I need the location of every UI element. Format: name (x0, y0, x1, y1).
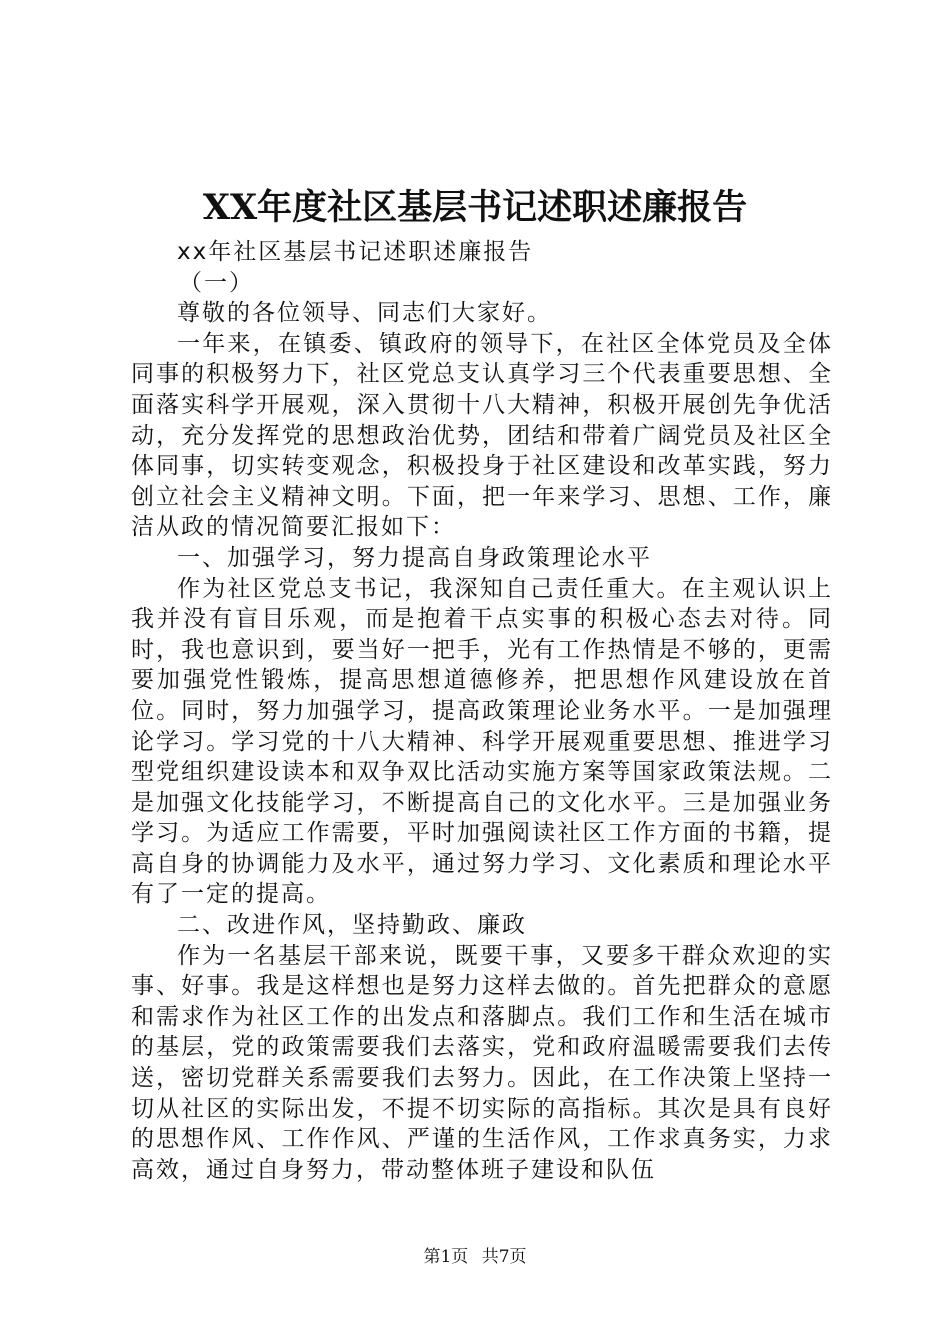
document-title: XX年度社区基层书记述职述廉报告 (202, 187, 748, 228)
section-1-paragraph: 作为社区党总支书记，我深知自己责任重大。在主观认识上我并没有盲目乐观，而是抱着干点实事的积极心态去对待。同时，我也意识到，要当好一把手，光有工作热情是不够的，更需要加强党性锻炼，提高思想道德修养，把思想作风建设放在首位。同时，努力加强学习，提高政策理论业务水平。一是加强理论学习。学习党的十八大精神、科学开展观重要思想、推进学习型党组织建设读本和双争双比活动实施方案等国家政策法规。二是加强文化技能学习，不断提高自己的文化水平。三是加强业务学习。为适应工作需要，平时加强阅读社区工作方面的书籍，提高自身的协调能力及水平，通过努力学习、文化素质和理论水平有了一定的提高。 (131, 575, 833, 908)
page-number: 第1页 (423, 1247, 469, 1267)
section-2-paragraph: 作为一名基层干部来说，既要干事，又要多干群众欢迎的实事、好事。我是这样想也是努力这样去做的。首先把群众的意愿和需求作为社区工作的出发点和落脚点。我们工作和生活在城市的基层，党的政策需要我们去落实，党和政府温暖需要我们去传送，密切党群关系需要我们去努力。因此，在工作决策上坚持一切从社区的实际出发，不提不切实际的高指标。其次是具有良好的思想作风、工作作风、严谨的生活作风，工作求真务实，力求高效，通过自身努力，带动整体班子建设和队伍 (131, 942, 833, 1183)
greeting-paragraph: 尊敬的各位领导、同志们大家好。 (177, 300, 552, 327)
section-1-heading: 一、加强学习，努力提高自身政策理论水平 (177, 544, 652, 571)
part-marker: （一） (179, 269, 254, 296)
intro-paragraph: 一年来，在镇委、镇政府的领导下，在社区全体党员及全体同事的积极努力下，社区党总支认真学习三个代表重要思想、全面落实科学开展观，深入贯彻十八大精神，积极开展创先争优活动，充分发挥党的思想政治优势，团结和带着广阔党员及社区全体同事，切实转变观念，积极投身于社区建设和改革实践，努力创立社会主义精神文明。下面，把一年来学习、思想、工作，廉洁从政的情况简要汇报如下： (131, 330, 833, 541)
section-2-heading: 二、改进作风，坚持勤政、廉政 (177, 912, 527, 939)
document-body (131, 237, 833, 1185)
page-total: 共7页 (481, 1247, 527, 1267)
document-subtitle: xx年社区基层书记述职述廉报告 (177, 239, 534, 265)
page-footer (0, 1246, 950, 1268)
